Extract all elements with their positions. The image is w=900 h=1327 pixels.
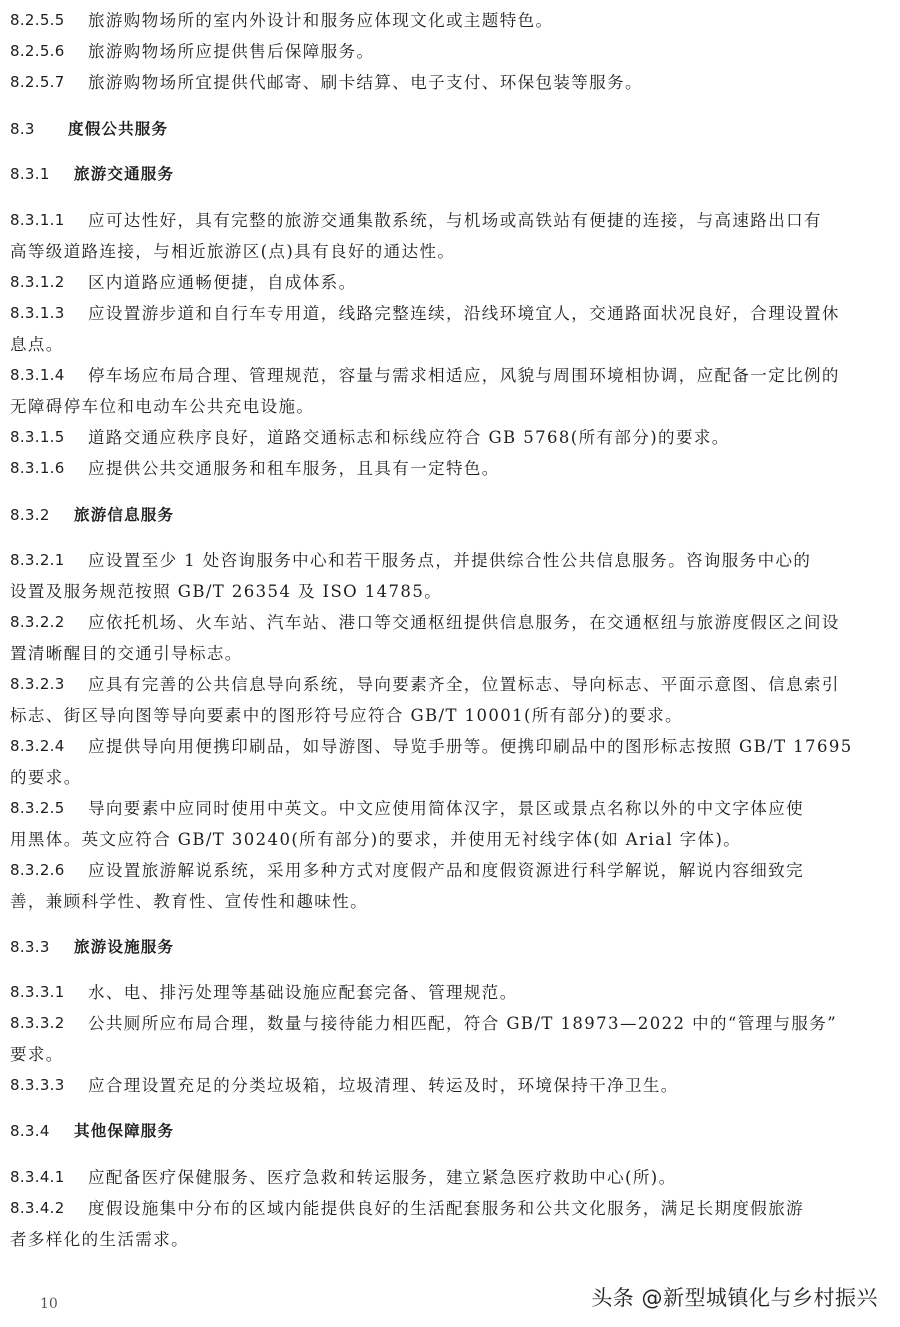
clause-number: 8.3.4.2: [10, 1199, 65, 1217]
clause-text-continued: 设置及服务规范按照 GB/T 26354 及 ISO 14785。: [10, 582, 443, 601]
clause-number: 8.2.5.7: [10, 73, 65, 91]
clause-item: [10, 267, 890, 298]
heading-number: 8.3.3: [10, 938, 50, 956]
clause-number: 8.2.5.5: [10, 11, 65, 29]
clause-item: [10, 1193, 890, 1255]
clause-text: 应可达性好，具有完整的旅游交通集散系统，与机场或高铁站有便捷的连接，与高速路出口有: [88, 211, 822, 230]
clause-text: 应具有完善的公共信息导向系统，导向要素齐全，位置标志、导向标志、平面示意图、信息索引: [88, 675, 840, 694]
heading-title: 旅游设施服务: [74, 938, 175, 956]
clause-text: 应提供导向用便携印刷品，如导游图、导览手册等。便携印刷品中的图形标志按照 GB/T 17695: [88, 737, 853, 756]
heading-number: 8.3.2: [10, 506, 50, 524]
clause-text-continued: 的要求。: [10, 768, 82, 787]
clause-text: 应合理设置充足的分类垃圾箱，垃圾清理、转运及时，环境保持干净卫生。: [88, 1076, 679, 1095]
clause-item: [10, 793, 890, 855]
clause-item: [10, 855, 890, 917]
watermark: 头条 @新型城镇化与乡村振兴: [591, 1286, 878, 1310]
clause-item: [10, 298, 890, 360]
clause-item: [10, 545, 890, 607]
clause-number: 8.3.2.2: [10, 613, 65, 631]
clause-number: 8.3.2.6: [10, 861, 65, 879]
heading-number: 8.3: [10, 120, 35, 138]
clause-item: [10, 1070, 890, 1101]
heading-number: 8.3.4: [10, 1122, 50, 1140]
clause-text-continued: 置清晰醒目的交通引导标志。: [10, 644, 243, 663]
clause-text: 旅游购物场所的室内外设计和服务应体现文化或主题特色。: [88, 11, 554, 30]
clause-text: 区内道路应通畅便捷，自成体系。: [88, 273, 357, 292]
clause-number: 8.3.1.2: [10, 273, 65, 291]
clause-item: [10, 67, 890, 98]
clause-text: 旅游购物场所应提供售后保障服务。: [88, 42, 375, 61]
clause-text-continued: 标志、街区导向图等导向要素中的图形符号应符合 GB/T 10001(所有部分)的要求。: [10, 706, 683, 725]
section-heading: [10, 500, 890, 531]
clause-text: 水、电、排污处理等基础设施应配套完备、管理规范。: [88, 983, 518, 1002]
clause-item: [10, 731, 890, 793]
clause-text: 旅游购物场所宜提供代邮寄、刷卡结算、电子支付、环保包装等服务。: [88, 73, 643, 92]
clause-item: [10, 669, 890, 731]
clause-text: 停车场应布局合理、管理规范，容量与需求相适应，风貌与周围环境相协调，应配备一定比例的: [88, 366, 840, 385]
heading-title: 度假公共服务: [68, 120, 169, 138]
clause-text: 导向要素中应同时使用中英文。中文应使用简体汉字，景区或景点名称以外的中文字体应使: [88, 799, 804, 818]
clause-item: [10, 36, 890, 67]
heading-title: 旅游交通服务: [74, 165, 175, 183]
clause-text-continued: 善，兼顾科学性、教育性、宣传性和趣味性。: [10, 892, 368, 911]
clause-text: 应依托机场、火车站、汽车站、港口等交通枢纽提供信息服务，在交通枢纽与旅游度假区之间设: [88, 613, 840, 632]
clause-number: 8.3.3.2: [10, 1014, 65, 1032]
clause-text-continued: 要求。: [10, 1045, 64, 1064]
section-heading: [10, 1116, 890, 1147]
clause-number: 8.3.2.3: [10, 675, 65, 693]
clause-text: 度假设施集中分布的区域内能提供良好的生活配套服务和公共文化服务，满足长期度假旅游: [88, 1199, 804, 1218]
heading-title: 其他保障服务: [74, 1122, 175, 1140]
clause-number: 8.3.1.3: [10, 304, 65, 322]
clause-number: 8.3.3.1: [10, 983, 65, 1001]
clause-text: 应设置游步道和自行车专用道，线路完整连续，沿线环境宜人，交通路面状况良好，合理设置休: [88, 304, 840, 323]
clause-number: 8.3.1.4: [10, 366, 65, 384]
clause-number: 8.3.1.1: [10, 211, 65, 229]
clause-text: 应提供公共交通服务和租车服务，且具有一定特色。: [88, 459, 500, 478]
heading-title: 旅游信息服务: [74, 506, 175, 524]
clause-item: [10, 607, 890, 669]
clause-number: 8.2.5.6: [10, 42, 65, 60]
clause-text-continued: 高等级道路连接，与相近旅游区(点)具有良好的通达性。: [10, 242, 456, 261]
clause-number: 8.3.2.4: [10, 737, 65, 755]
clause-number: 8.3.3.3: [10, 1076, 65, 1094]
clause-number: 8.3.2.5: [10, 799, 65, 817]
clause-number: 8.3.4.1: [10, 1168, 65, 1186]
clause-item: [10, 422, 890, 453]
clause-item: [10, 1162, 890, 1193]
clause-item: [10, 5, 890, 36]
clause-number: 8.3.1.5: [10, 428, 65, 446]
clause-text: 应配备医疗保健服务、医疗急救和转运服务，建立紧急医疗救助中心(所)。: [88, 1168, 677, 1187]
clause-item: [10, 205, 890, 267]
clause-text-continued: 息点。: [10, 335, 64, 354]
clause-text-continued: 者多样化的生活需求。: [10, 1230, 189, 1249]
heading-number: 8.3.1: [10, 165, 50, 183]
clause-text-continued: 用黑体。英文应符合 GB/T 30240(所有部分)的要求，并使用无衬线字体(如 Arial 字体)。: [10, 830, 742, 849]
section-heading: [10, 159, 890, 190]
clause-item: [10, 360, 890, 422]
clause-number: 8.3.1.6: [10, 459, 65, 477]
clause-text: 公共厕所应布局合理，数量与接待能力相匹配，符合 GB/T 18973—2022 中的“管理与服务”: [88, 1014, 838, 1033]
clause-item: [10, 1008, 890, 1070]
section-heading: [10, 932, 890, 963]
clause-number: 8.3.2.1: [10, 551, 65, 569]
clause-item: [10, 977, 890, 1008]
section-heading: [10, 114, 890, 145]
clause-text: 应设置旅游解说系统，采用多种方式对度假产品和度假资源进行科学解说，解说内容细致完: [88, 861, 804, 880]
clause-item: [10, 453, 890, 484]
clause-text: 应设置至少 1 处咨询服务中心和若干服务点，并提供综合性公共信息服务。咨询服务中心的: [88, 551, 812, 570]
page-number: 10: [40, 1296, 58, 1312]
clause-text-continued: 无障碍停车位和电动车公共充电设施。: [10, 397, 315, 416]
clause-text: 道路交通应秩序良好，道路交通标志和标线应符合 GB 5768(所有部分)的要求。: [88, 428, 730, 447]
